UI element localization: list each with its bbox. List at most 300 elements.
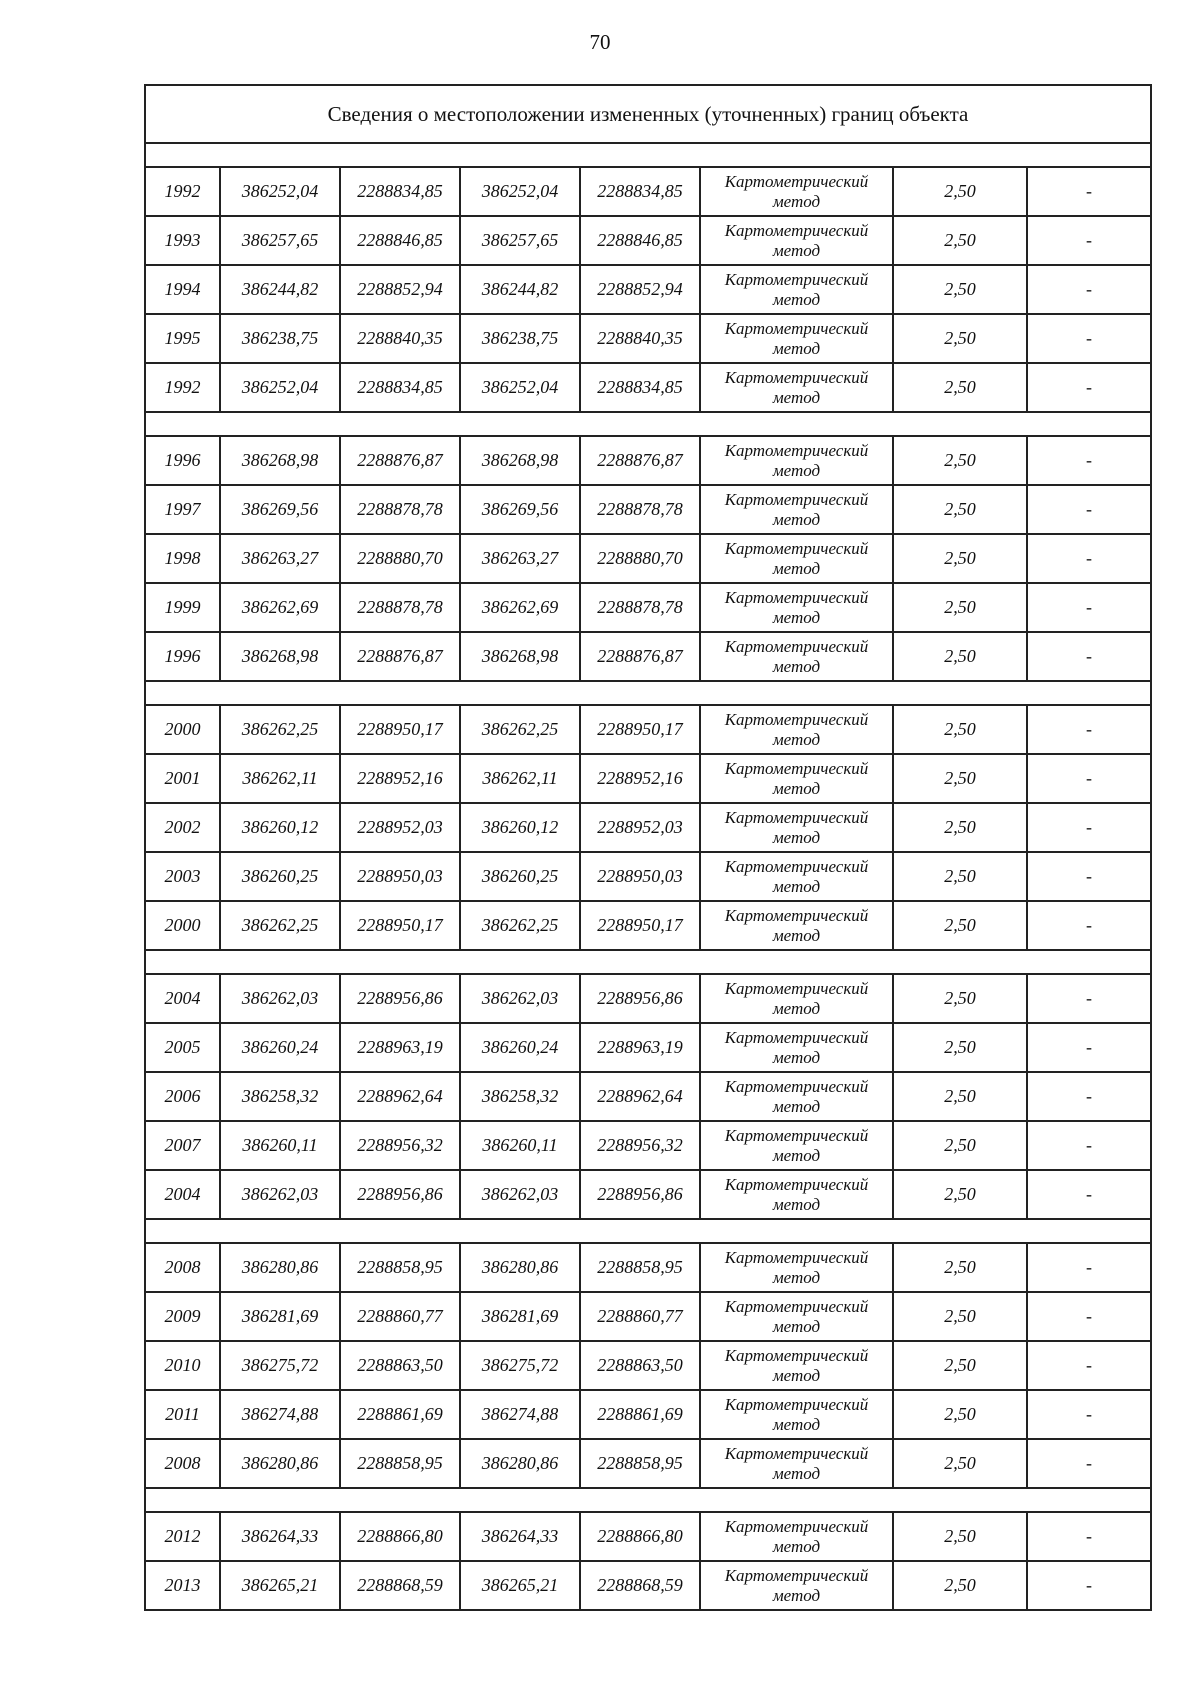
refined-y-cell: 2288878,78 [580,485,700,534]
existing-y-cell: 2288962,64 [340,1072,460,1121]
method-cell [700,363,893,412]
existing-x-cell: 386262,11 [220,754,340,803]
description-cell: - [1027,803,1151,852]
existing-x-cell: 386258,32 [220,1072,340,1121]
accuracy-cell: 2,50 [893,1341,1027,1390]
point-number-cell: 2001 [145,754,220,803]
table-row [145,974,1151,1023]
existing-y-cell: 2288952,03 [340,803,460,852]
refined-x-cell: 386252,04 [460,363,580,412]
refined-x-cell: 386262,03 [460,974,580,1023]
method-cell [700,314,893,363]
existing-x-cell: 386244,82 [220,265,340,314]
method-line-2: метод [772,827,821,847]
refined-x-cell: 386265,21 [460,1561,580,1610]
refined-y-cell: 2288840,35 [580,314,700,363]
method-line-2: метод [772,656,821,676]
refined-y-cell: 2288876,87 [580,436,700,485]
accuracy-cell: 2,50 [893,1561,1027,1610]
refined-y-cell: 2288866,80 [580,1512,700,1561]
description-cell: - [1027,216,1151,265]
point-number-cell: 1996 [145,436,220,485]
method-line-2: метод [772,998,821,1018]
method-line-2: метод [772,1047,821,1067]
method-cell [700,1439,893,1488]
method-line-1: Картометрический [724,758,869,778]
existing-y-cell: 2288876,87 [340,632,460,681]
existing-y-cell: 2288863,50 [340,1341,460,1390]
point-number-cell: 1992 [145,167,220,216]
contour-separator-cell [145,1488,1151,1512]
contour-separator-row [145,1488,1151,1512]
description-cell: - [1027,1243,1151,1292]
point-number-cell: 1998 [145,534,220,583]
method-line-2: метод [772,1194,821,1214]
accuracy-cell: 2,50 [893,1512,1027,1561]
accuracy-cell: 2,50 [893,1292,1027,1341]
refined-x-cell: 386269,56 [460,485,580,534]
existing-x-cell: 386265,21 [220,1561,340,1610]
method-line-2: метод [772,1145,821,1165]
accuracy-cell: 2,50 [893,1170,1027,1219]
existing-y-cell: 2288834,85 [340,167,460,216]
accuracy-cell: 2,50 [893,974,1027,1023]
description-cell: - [1027,1072,1151,1121]
method-line-2: метод [772,1096,821,1116]
method-line-1: Картометрический [724,1027,869,1047]
accuracy-cell: 2,50 [893,852,1027,901]
method-line-1: Картометрический [724,1345,869,1365]
description-cell: - [1027,534,1151,583]
accuracy-cell: 2,50 [893,1439,1027,1488]
point-number-cell: 2000 [145,705,220,754]
description-cell: - [1027,1341,1151,1390]
existing-x-cell: 386262,03 [220,1170,340,1219]
method-line-1: Картометрический [724,709,869,729]
accuracy-cell: 2,50 [893,901,1027,950]
description-cell: - [1027,1292,1151,1341]
description-cell: - [1027,1512,1151,1561]
existing-y-cell: 2288963,19 [340,1023,460,1072]
existing-x-cell: 386252,04 [220,167,340,216]
existing-x-cell: 386264,33 [220,1512,340,1561]
page-number: 70 [589,30,611,54]
refined-x-cell: 386244,82 [460,265,580,314]
refined-y-cell: 2288834,85 [580,363,700,412]
accuracy-cell: 2,50 [893,1390,1027,1439]
refined-x-cell: 386263,27 [460,534,580,583]
table-row [145,1439,1151,1488]
method-line-2: метод [772,1316,821,1336]
refined-x-cell: 386260,12 [460,803,580,852]
existing-y-cell: 2288956,86 [340,974,460,1023]
refined-x-cell: 386262,25 [460,705,580,754]
refined-y-cell: 2288852,94 [580,265,700,314]
refined-y-cell: 2288963,19 [580,1023,700,1072]
existing-y-cell: 2288956,86 [340,1170,460,1219]
existing-x-cell: 386260,24 [220,1023,340,1072]
table-title-row [145,85,1151,143]
refined-y-cell: 2288952,16 [580,754,700,803]
method-line-2: метод [772,1536,821,1556]
method-cell [700,167,893,216]
existing-x-cell: 386262,69 [220,583,340,632]
method-line-1: Картометрический [724,1516,869,1536]
method-line-1: Картометрический [724,1394,869,1414]
description-cell: - [1027,1170,1151,1219]
description-cell: - [1027,485,1151,534]
description-cell: - [1027,901,1151,950]
existing-y-cell: 2288878,78 [340,583,460,632]
description-cell: - [1027,314,1151,363]
accuracy-cell: 2,50 [893,265,1027,314]
refined-x-cell: 386268,98 [460,436,580,485]
method-cell [700,485,893,534]
contour-separator-row [145,681,1151,705]
method-cell [700,1243,893,1292]
method-line-2: метод [772,729,821,749]
method-line-1: Картометрический [724,1565,869,1585]
point-number-cell: 2012 [145,1512,220,1561]
existing-y-cell: 2288840,35 [340,314,460,363]
table-row [145,754,1151,803]
method-cell [700,1072,893,1121]
point-number-cell: 2005 [145,1023,220,1072]
refined-x-cell: 386264,33 [460,1512,580,1561]
method-cell [700,1561,893,1610]
accuracy-cell: 2,50 [893,1121,1027,1170]
method-line-2: метод [772,778,821,798]
table-row [145,485,1151,534]
point-number-cell: 1993 [145,216,220,265]
accuracy-cell: 2,50 [893,632,1027,681]
point-number-cell: 2013 [145,1561,220,1610]
contour-separator-cell [145,681,1151,705]
accuracy-cell: 2,50 [893,534,1027,583]
method-line-2: метод [772,558,821,578]
refined-y-cell: 2288863,50 [580,1341,700,1390]
method-cell [700,1292,893,1341]
point-number-cell: 2002 [145,803,220,852]
method-line-1: Картометрический [724,220,869,240]
existing-x-cell: 386252,04 [220,363,340,412]
method-line-1: Картометрический [724,856,869,876]
refined-y-cell: 2288858,95 [580,1439,700,1488]
table-row [145,705,1151,754]
method-line-2: метод [772,387,821,407]
method-line-1: Картометрический [724,978,869,998]
existing-x-cell: 386260,11 [220,1121,340,1170]
method-cell [700,1512,893,1561]
point-number-cell: 1994 [145,265,220,314]
existing-y-cell: 2288880,70 [340,534,460,583]
description-cell: - [1027,363,1151,412]
table-row [145,1072,1151,1121]
table-row [145,1390,1151,1439]
existing-x-cell: 386268,98 [220,632,340,681]
table-row [145,167,1151,216]
point-number-cell: 2004 [145,974,220,1023]
description-cell: - [1027,167,1151,216]
description-cell: - [1027,583,1151,632]
description-cell: - [1027,754,1151,803]
table-title: Сведения о местоположении измененных (уточненных) границ объекта [145,85,1151,143]
method-line-1: Картометрический [724,905,869,925]
method-line-1: Картометрический [724,1296,869,1316]
refined-y-cell: 2288956,32 [580,1121,700,1170]
method-line-2: метод [772,1585,821,1605]
method-cell [700,1341,893,1390]
table-row [145,1121,1151,1170]
method-line-1: Картометрический [724,1125,869,1145]
table-row [145,901,1151,950]
method-line-2: метод [772,1414,821,1434]
existing-y-cell: 2288950,17 [340,705,460,754]
accuracy-cell: 2,50 [893,314,1027,363]
description-cell: - [1027,974,1151,1023]
description-cell: - [1027,852,1151,901]
method-line-2: метод [772,1463,821,1483]
table-row [145,314,1151,363]
accuracy-cell: 2,50 [893,436,1027,485]
table-row [145,265,1151,314]
refined-x-cell: 386280,86 [460,1439,580,1488]
method-cell [700,436,893,485]
existing-x-cell: 386238,75 [220,314,340,363]
existing-x-cell: 386269,56 [220,485,340,534]
existing-y-cell: 2288878,78 [340,485,460,534]
existing-x-cell: 386274,88 [220,1390,340,1439]
method-line-2: метод [772,876,821,896]
method-cell [700,852,893,901]
description-cell: - [1027,265,1151,314]
point-number-cell: 1995 [145,314,220,363]
existing-y-cell: 2288834,85 [340,363,460,412]
accuracy-cell: 2,50 [893,485,1027,534]
existing-x-cell: 386268,98 [220,436,340,485]
method-cell [700,705,893,754]
refined-y-cell: 2288950,17 [580,705,700,754]
refined-y-cell: 2288861,69 [580,1390,700,1439]
method-cell [700,754,893,803]
refined-y-cell: 2288950,17 [580,901,700,950]
point-number-cell: 1997 [145,485,220,534]
method-line-1: Картометрический [724,318,869,338]
refined-x-cell: 386260,11 [460,1121,580,1170]
existing-y-cell: 2288950,17 [340,901,460,950]
table-body [145,85,1151,1610]
existing-y-cell: 2288846,85 [340,216,460,265]
method-line-2: метод [772,925,821,945]
contour-separator-row [145,412,1151,436]
description-cell: - [1027,1023,1151,1072]
method-cell [700,583,893,632]
method-line-1: Картометрический [724,1443,869,1463]
existing-x-cell: 386260,12 [220,803,340,852]
existing-x-cell: 386280,86 [220,1243,340,1292]
table-row [145,1243,1151,1292]
point-number-cell: 2003 [145,852,220,901]
table-row [145,1023,1151,1072]
point-number-cell: 1999 [145,583,220,632]
refined-y-cell: 2288962,64 [580,1072,700,1121]
accuracy-cell: 2,50 [893,705,1027,754]
boundary-table-container [144,84,1150,1611]
existing-y-cell: 2288861,69 [340,1390,460,1439]
method-cell [700,1023,893,1072]
table-row [145,1170,1151,1219]
existing-x-cell: 386262,25 [220,901,340,950]
method-line-2: метод [772,191,821,211]
description-cell: - [1027,1439,1151,1488]
method-line-1: Картометрический [724,538,869,558]
method-line-2: метод [772,338,821,358]
existing-y-cell: 2288956,32 [340,1121,460,1170]
existing-x-cell: 386281,69 [220,1292,340,1341]
existing-y-cell: 2288952,16 [340,754,460,803]
accuracy-cell: 2,50 [893,803,1027,852]
refined-x-cell: 386281,69 [460,1292,580,1341]
refined-y-cell: 2288860,77 [580,1292,700,1341]
point-number-cell: 2008 [145,1243,220,1292]
method-cell [700,265,893,314]
refined-y-cell: 2288950,03 [580,852,700,901]
refined-x-cell: 386275,72 [460,1341,580,1390]
table-row [145,632,1151,681]
method-line-1: Картометрический [724,171,869,191]
contour-separator-row [145,950,1151,974]
accuracy-cell: 2,50 [893,1243,1027,1292]
description-cell: - [1027,1121,1151,1170]
contour-separator-cell [145,950,1151,974]
refined-y-cell: 2288956,86 [580,1170,700,1219]
existing-x-cell: 386257,65 [220,216,340,265]
refined-x-cell: 386257,65 [460,216,580,265]
method-cell [700,1390,893,1439]
contour-separator-row [145,143,1151,167]
refined-y-cell: 2288868,59 [580,1561,700,1610]
refined-y-cell: 2288846,85 [580,216,700,265]
refined-x-cell: 386260,24 [460,1023,580,1072]
method-line-1: Картометрический [724,807,869,827]
existing-y-cell: 2288866,80 [340,1512,460,1561]
existing-x-cell: 386262,25 [220,705,340,754]
existing-x-cell: 386260,25 [220,852,340,901]
accuracy-cell: 2,50 [893,754,1027,803]
method-line-1: Картометрический [724,489,869,509]
description-cell: - [1027,705,1151,754]
description-cell: - [1027,632,1151,681]
accuracy-cell: 2,50 [893,363,1027,412]
method-line-1: Картометрический [724,269,869,289]
point-number-cell: 2000 [145,901,220,950]
method-line-2: метод [772,240,821,260]
method-line-2: метод [772,1267,821,1287]
table-row [145,583,1151,632]
table-row [145,436,1151,485]
table-row [145,1292,1151,1341]
method-cell [700,1121,893,1170]
method-cell [700,216,893,265]
method-line-1: Картометрический [724,1247,869,1267]
method-line-1: Картометрический [724,587,869,607]
table-row [145,1341,1151,1390]
method-cell [700,803,893,852]
existing-x-cell: 386262,03 [220,974,340,1023]
method-line-2: метод [772,289,821,309]
existing-x-cell: 386280,86 [220,1439,340,1488]
table-row [145,534,1151,583]
point-number-cell: 2004 [145,1170,220,1219]
refined-x-cell: 386260,25 [460,852,580,901]
refined-y-cell: 2288878,78 [580,583,700,632]
table-row [145,1512,1151,1561]
description-cell: - [1027,1561,1151,1610]
existing-y-cell: 2288852,94 [340,265,460,314]
refined-y-cell: 2288858,95 [580,1243,700,1292]
method-line-2: метод [772,509,821,529]
point-number-cell: 2009 [145,1292,220,1341]
point-number-cell: 2007 [145,1121,220,1170]
method-line-1: Картометрический [724,636,869,656]
accuracy-cell: 2,50 [893,167,1027,216]
existing-y-cell: 2288858,95 [340,1243,460,1292]
method-line-1: Картометрический [724,1174,869,1194]
method-cell [700,901,893,950]
refined-x-cell: 386262,11 [460,754,580,803]
refined-x-cell: 386274,88 [460,1390,580,1439]
table-row [145,852,1151,901]
refined-x-cell: 386280,86 [460,1243,580,1292]
description-cell: - [1027,436,1151,485]
boundary-table [144,84,1152,1611]
description-cell: - [1027,1390,1151,1439]
refined-y-cell: 2288956,86 [580,974,700,1023]
method-line-2: метод [772,1365,821,1385]
existing-x-cell: 386263,27 [220,534,340,583]
accuracy-cell: 2,50 [893,583,1027,632]
refined-y-cell: 2288876,87 [580,632,700,681]
existing-y-cell: 2288858,95 [340,1439,460,1488]
contour-separator-row [145,1219,1151,1243]
refined-x-cell: 386268,98 [460,632,580,681]
refined-x-cell: 386262,69 [460,583,580,632]
method-cell [700,974,893,1023]
point-number-cell: 1992 [145,363,220,412]
method-line-1: Картометрический [724,1076,869,1096]
accuracy-cell: 2,50 [893,1072,1027,1121]
refined-x-cell: 386262,25 [460,901,580,950]
method-line-1: Картометрический [724,440,869,460]
contour-separator-cell [145,143,1151,167]
point-number-cell: 2006 [145,1072,220,1121]
existing-y-cell: 2288950,03 [340,852,460,901]
table-row [145,1561,1151,1610]
table-row [145,216,1151,265]
existing-y-cell: 2288860,77 [340,1292,460,1341]
method-cell [700,1170,893,1219]
existing-y-cell: 2288868,59 [340,1561,460,1610]
existing-x-cell: 386275,72 [220,1341,340,1390]
contour-separator-cell [145,412,1151,436]
method-cell [700,534,893,583]
table-row [145,803,1151,852]
method-cell [700,632,893,681]
accuracy-cell: 2,50 [893,1023,1027,1072]
point-number-cell: 2008 [145,1439,220,1488]
refined-y-cell: 2288952,03 [580,803,700,852]
refined-x-cell: 386238,75 [460,314,580,363]
